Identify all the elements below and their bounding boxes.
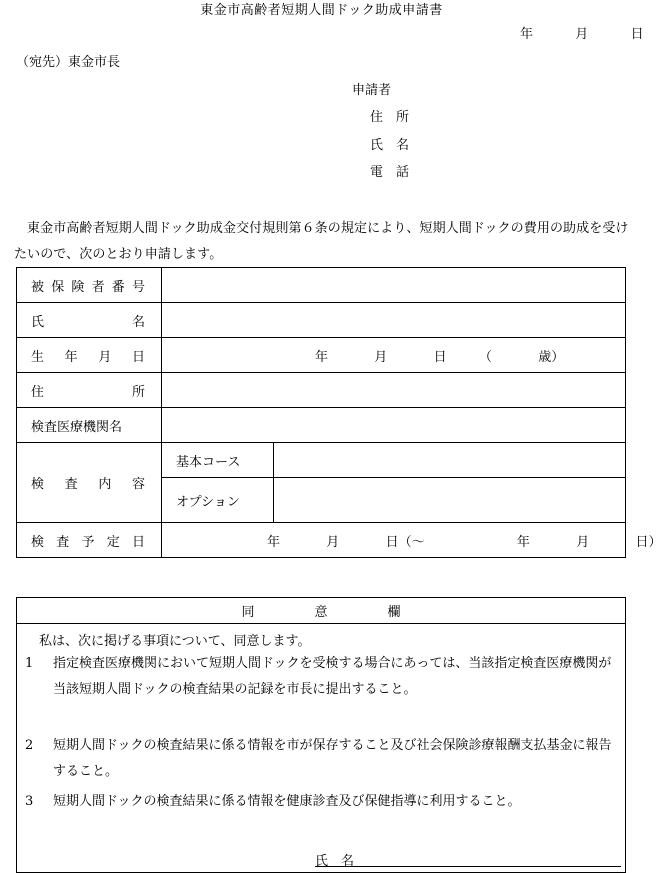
consent-heading: 同 意 欄 <box>17 598 625 624</box>
consent-lead: 私は、次に掲げる事項について、同意します。 <box>39 634 311 649</box>
address-field[interactable] <box>162 373 626 408</box>
insured-number-field[interactable] <box>162 268 626 303</box>
table-row <box>17 268 626 303</box>
consent-item <box>25 651 623 703</box>
date-day: 日 <box>630 27 644 42</box>
date-month: 月 <box>575 27 589 42</box>
applicant-phone-label: 電 話 <box>370 165 410 180</box>
page-title: 東金市高齢者短期人間ドック助成申請書 <box>200 3 443 18</box>
facility-field[interactable] <box>162 408 626 443</box>
name-field[interactable] <box>162 303 626 338</box>
basic-course-label: 基本コース <box>162 443 274 478</box>
consent-item-number: 1 <box>25 656 34 671</box>
option-label: オプション <box>162 478 274 523</box>
facility-label: 検査医療機関名 <box>17 408 162 443</box>
schedule-date-field[interactable]: 年 月 日（～ 年 月 日） <box>162 523 626 558</box>
applicant-address-label: 住 所 <box>370 110 410 125</box>
consent-item <box>25 789 623 815</box>
consent-item <box>25 733 623 785</box>
addressee: （宛先）東金市長 <box>16 55 121 70</box>
table-row <box>17 523 626 558</box>
basic-course-field[interactable] <box>274 443 626 478</box>
birth-date-label: 生 年 月 日 <box>17 338 162 373</box>
schedule-date-label: 検 査 予 定 日 <box>17 523 162 558</box>
consent-item-text: 指定検査医療機関において短期人間ドックを受検する場合にあっては、当該指定検査医療機関が当該短期人間ドックの検査結果の記録を市長に提出すること。 <box>53 656 612 697</box>
applicant-name-label: 氏 名 <box>370 138 410 153</box>
insured-number-label: 被 保 険 者 番 号 <box>17 268 162 303</box>
application-date <box>520 28 644 41</box>
exam-content-label: 検 査 内 容 <box>17 443 162 523</box>
consent-item-text: 短期人間ドックの検査結果に係る情報を市が保存すること及び社会保険診療報酬支払基金に報告すること。 <box>53 738 612 779</box>
consent-item-number: 3 <box>25 794 34 809</box>
application-form-table <box>16 267 662 558</box>
consent-box <box>16 597 626 873</box>
table-row <box>17 303 626 338</box>
table-row <box>17 338 626 373</box>
intro-paragraph: 東金市高齢者短期人間ドック助成金交付規則第６条の規定により、短期人間ドックの費用の助成を受けたいので、次のとおり申請します。 <box>14 221 629 262</box>
applicant-label: 申請者 <box>352 83 392 98</box>
birth-date-field[interactable]: 年 月 日 （ 歳） <box>162 338 626 373</box>
table-row <box>17 373 626 408</box>
consent-item-number: 2 <box>25 738 34 753</box>
option-field[interactable] <box>274 478 626 523</box>
table-row <box>17 408 626 443</box>
name-label: 氏 名 <box>17 303 162 338</box>
date-year: 年 <box>520 27 534 42</box>
signature-label: 氏 名 <box>315 854 355 869</box>
signature-field[interactable] <box>315 848 621 867</box>
table-row <box>17 443 626 478</box>
address-label: 住 所 <box>17 373 162 408</box>
consent-item-text: 短期人間ドックの検査結果に係る情報を健康診査及び保健指導に利用すること。 <box>53 794 521 809</box>
